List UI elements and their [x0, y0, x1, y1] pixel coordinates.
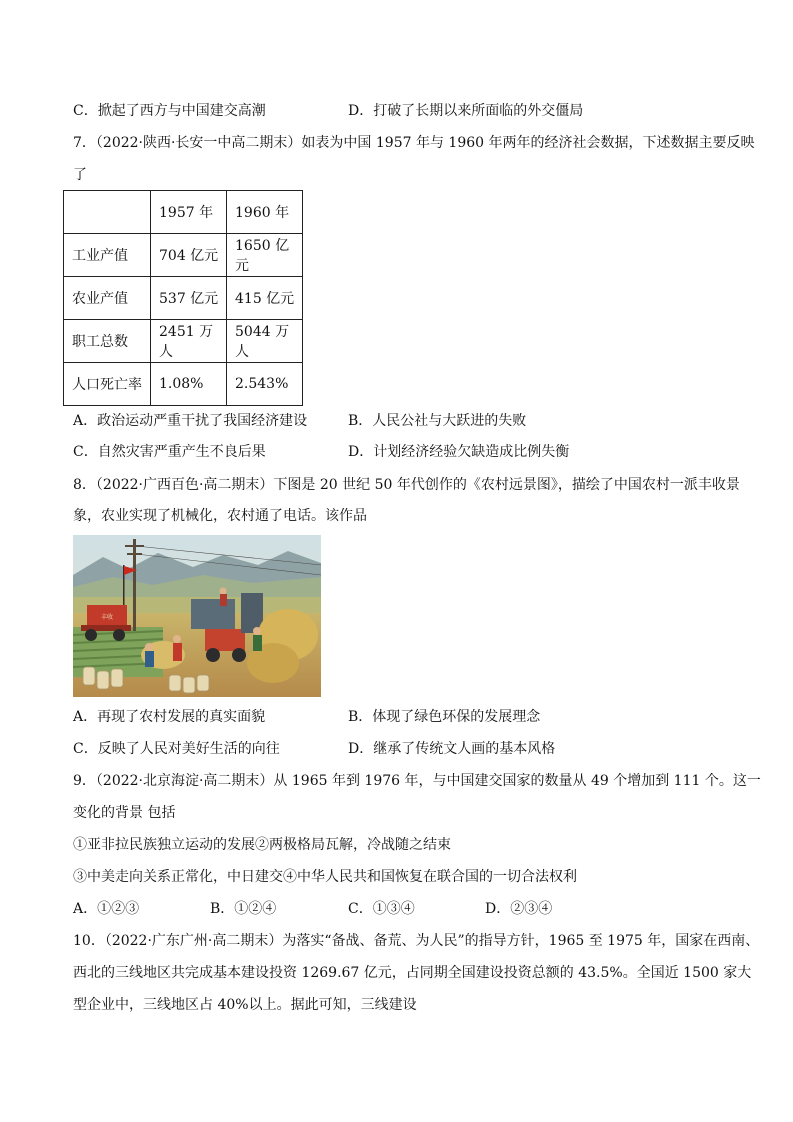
- table-row: [64, 363, 303, 406]
- q9-stem-line2: 变化的背景 包括: [73, 805, 176, 821]
- q8-option-b: B．体现了绿色环保的发展理念: [348, 709, 541, 725]
- q10-stem-line3: 型企业中，三线地区占 40%以上。据此可知，三线建设: [73, 997, 417, 1013]
- q8-stem-line1: 8．（2022·广西百色·高二期末）下图是 20 世纪 50 年代创作的《农村远景图》，描绘了中国农村一派丰收景: [73, 477, 740, 493]
- table-cell: 537 亿元: [151, 277, 227, 320]
- q7-stem-line2: 了: [73, 167, 87, 183]
- table-cell: 415 亿元: [227, 277, 303, 320]
- table-cell: 1650 亿元: [227, 234, 303, 277]
- table-cell: 1.08%: [151, 363, 227, 406]
- q7-option-b: B．人民公社与大跃进的失败: [348, 413, 527, 429]
- table-row: [64, 234, 303, 277]
- table-cell: [64, 191, 151, 234]
- q7-data-table: [63, 190, 303, 406]
- q8-option-d: D．继承了传统文人画的基本风格: [348, 741, 556, 757]
- table-cell: 704 亿元: [151, 234, 227, 277]
- q9-option-c: C．①③④: [348, 901, 415, 917]
- rural-vision-painting: [73, 535, 321, 697]
- table-row-label: 人口死亡率: [64, 363, 151, 406]
- q8-stem-line2: 象，农业实现了机械化，农村通了电话。该作品: [73, 508, 367, 524]
- q9-stem-line1: 9．（2022·北京海淀·高二期末）从 1965 年到 1976 年，与中国建交国家的数量从 49 个增加到 111 个。这一: [73, 773, 761, 789]
- q9-option-b: B．①②④: [210, 901, 277, 917]
- q7-option-c: C．自然灾害严重产生不良后果: [73, 444, 266, 460]
- q10-stem-line2: 西北的三线地区共完成基本建设投资 1269.67 亿元，占同期全国建设投资总额的 43.5%。全国近 1500 家大: [73, 965, 752, 981]
- q10-stem-line1: 10．（2022·广东广州·高二期末）为落实“备战、备荒、为人民”的指导方针，1965 至 1975 年，国家在西南、: [73, 933, 760, 949]
- table-row-label: 工业产值: [64, 234, 151, 277]
- q9-items-line1: ①亚非拉民族独立运动的发展②两极格局瓦解，冷战随之结束: [73, 837, 451, 853]
- table-row-label: 农业产值: [64, 277, 151, 320]
- table-header-1960: 1960 年: [227, 191, 303, 234]
- table-cell: 2.543%: [227, 363, 303, 406]
- painting-flag-text: 丰收: [101, 614, 114, 621]
- q9-option-a: A．①②③: [73, 901, 140, 917]
- table-row: [64, 277, 303, 320]
- q9-items-line2: ③中美走向关系正常化，中日建交④中华人民共和国恢复在联合国的一切合法权利: [73, 869, 577, 885]
- q7-option-a: A．政治运动严重干扰了我国经济建设: [73, 413, 308, 429]
- table-row-label: 职工总数: [64, 320, 151, 363]
- table-header-row: [64, 191, 303, 234]
- q6-option-c: C．掀起了西方与中国建交高潮: [73, 103, 266, 119]
- table-header-1957: 1957 年: [151, 191, 227, 234]
- q7-stem-line1: 7．（2022·陕西·长安一中高二期末）如表为中国 1957 年与 1960 年两年的经济社会数据，下述数据主要反映: [73, 135, 755, 151]
- q7-option-d: D．计划经济经验欠缺造成比例失衡: [348, 444, 570, 460]
- table-cell: 5044 万人: [227, 320, 303, 363]
- table-cell: 2451 万人: [151, 320, 227, 363]
- q6-option-d: D．打破了长期以来所面临的外交僵局: [348, 103, 584, 119]
- q8-option-c: C．反映了人民对美好生活的向往: [73, 741, 280, 757]
- q9-option-d: D．②③④: [485, 901, 553, 917]
- table-row: [64, 320, 303, 363]
- q8-option-a: A．再现了农村发展的真实面貌: [73, 709, 266, 725]
